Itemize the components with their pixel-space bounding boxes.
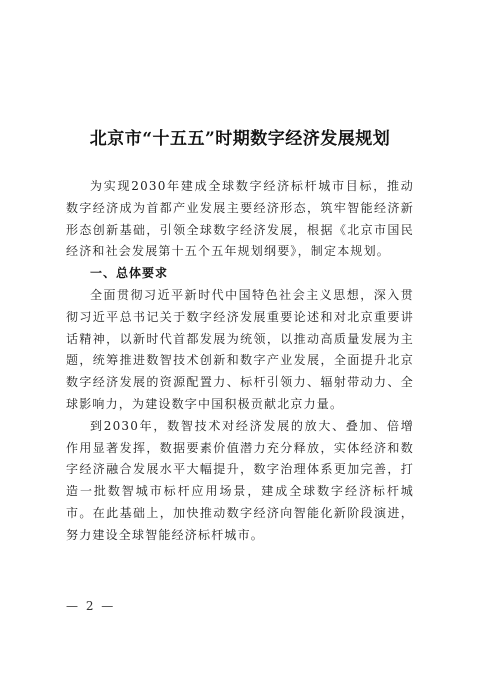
document-body [66,176,414,547]
page-number: — 2 — [66,599,116,613]
intro-paragraph: 为实现2030年建成全球数字经济标杆城市目标，推动数字经济成为首都产业发展主要经济形态，筑牢智能经济新形态创新基础，引领全球数字经济发展，根据《北京市国民经济和社会发展第十五个五年规划纲要》，制定本规划。 [66,179,414,259]
section-heading: 一、总体要求 [90,266,169,281]
goal-paragraph: 到2030年，数智技术对经济发展的放大、叠加、倍增作用显著发挥，数据要素价值潜力充分释放，实体经济和数字经济融合发展水平大幅提升，数字治理体系更加完善，打造一批数智城市标杆应用场景，建成全球数字经济标杆城市。在此基础上，加快推动数字经济向智能化新阶段演进，努力建设全球智能经济标杆城市。 [66,418,414,542]
guiding-paragraph: 全面贯彻习近平新时代中国特色社会主义思想，深入贯彻习近平总书记关于数字经济发展重要论述和对北京重要讲话精神，以新时代首都发展为统领，以推动高质量发展为主题，统筹推进数智技术创新和数字产业发展，全面提升北京数字经济发展的资源配置力、标杆引领力、辐射带动力、全球影响力，为建设数字中国积极贡献北京力量。 [66,287,414,411]
document-title: 北京市“十五五”时期数字经济发展规划 [89,129,391,149]
